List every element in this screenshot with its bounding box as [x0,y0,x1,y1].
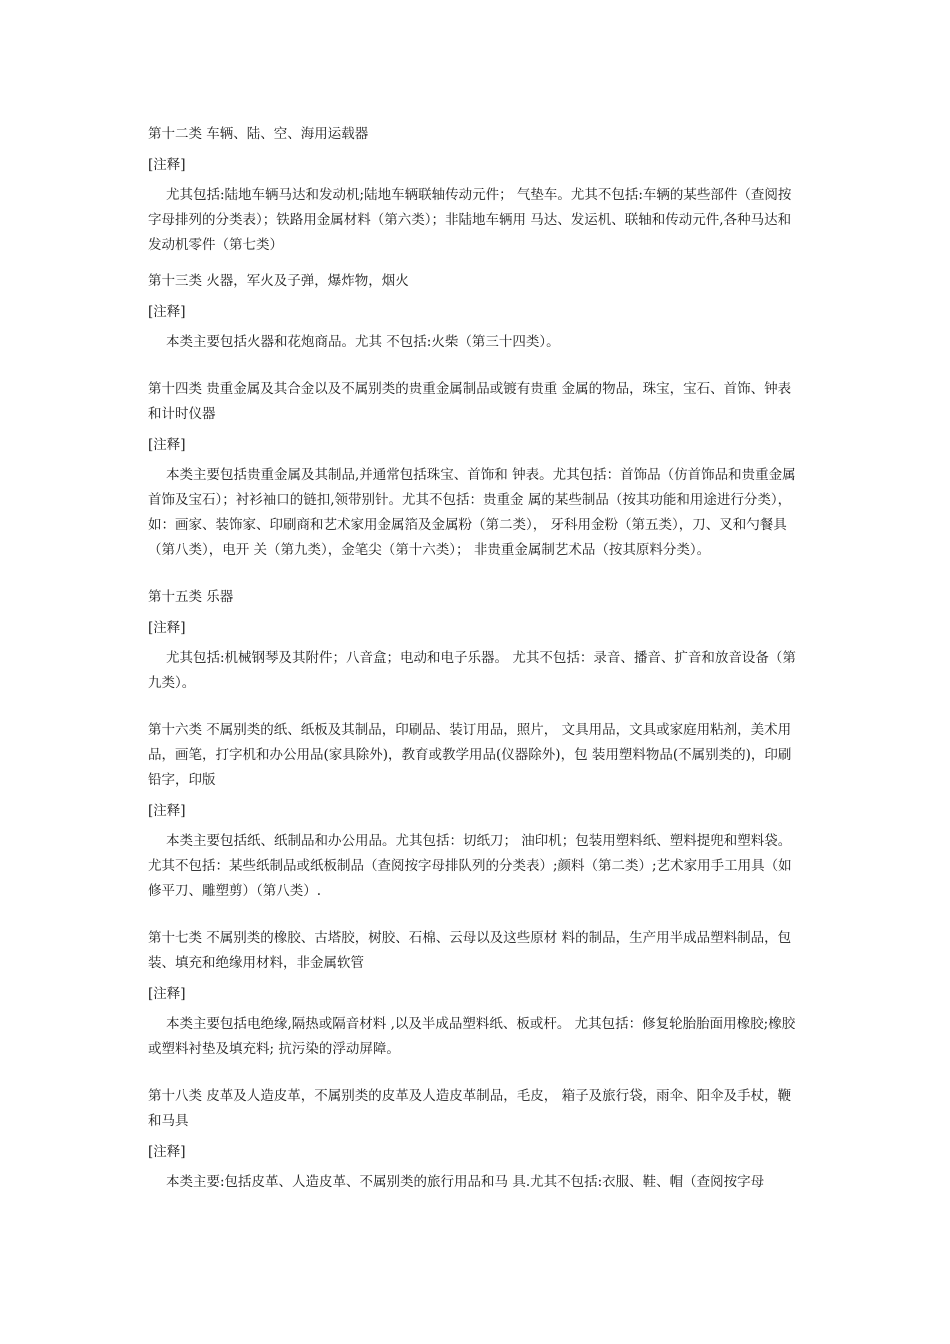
note-body: 本类主要包括纸、纸制品和办公用品。尤其包括：切纸刀； 油印机；包装用塑料纸、塑料提兜和塑料袋。尤其不包括：某些纸制品或纸板制品（查阅按字母排队列的分类表）;颜料（第二类）;艺术家用手工用具（如修平刀、雕塑剪）（第八类）. [148,833,792,899]
section-class-14 [148,377,804,563]
note-label: [注释] [148,620,186,636]
note-label: [注释] [148,986,186,1002]
section-heading: 第十六类 不属别类的纸、纸板及其制品，印刷品、装订用品，照片， 文具用品，文具或家庭用粘剂，美术用品，画笔，打字机和办公用品(家具除外)，教育或教学用品(仪器除外)，包 装用塑料物品(不属别类的)，印刷铅字，印版 [148,722,792,788]
section-class-17 [148,926,804,1062]
section-class-12 [148,122,804,258]
section-heading: 第十三类 火器，军火及子弹，爆炸物，烟火 [148,273,409,289]
note-body: 本类主要:包括皮革、人造皮革、不属别类的旅行用品和马 具.尤其不包括:衣服、鞋、帽（查阅按字母 [166,1174,765,1190]
note-body: 尤其包括:机械钢琴及其附件；八音盒；电动和电子乐器。 尤其不包括：录音、播音、扩音和放音设备（第九类）。 [148,650,796,691]
note-label: [注释] [148,437,186,453]
section-heading: 第十五类 乐器 [148,589,234,605]
section-heading: 第十四类 贵重金属及其合金以及不属别类的贵重金属制品或镀有贵重 金属的物品，珠宝，宝石、首饰、钟表和计时仪器 [148,381,792,422]
note-label: [注释] [148,304,186,320]
section-class-16 [148,718,804,904]
note-label: [注释] [148,1144,186,1160]
document-page [148,122,804,1195]
note-body: 本类主要包括火器和花炮商品。尤其 不包括:火柴（第三十四类）。 [166,334,560,350]
section-class-18 [148,1084,804,1195]
note-body: 本类主要包括贵重金属及其制品,并通常包括珠宝、首饰和 钟表。尤其包括：首饰品（仿首饰品和贵重金属首饰及宝石）；衬衫袖口的链扣,领带别针。尤其不包括：贵重金 属的某些制品（按其功能和用途进行分类），如：画家、装饰家、印刷商和艺术家用金属箔及金属粉（第二类）， 牙科用金粉（第五类），刀、叉和勺餐具（第八类），电开 关（第九类），金笔尖（第十六类）； 非贵重金属制艺术品（按其原料分类）。 [148,467,796,558]
section-heading: 第十八类 皮革及人造皮革，不属别类的皮革及人造皮革制品，毛皮， 箱子及旅行袋，雨伞、阳伞及手杖，鞭和马具 [148,1088,792,1129]
note-body: 本类主要包括电绝缘,隔热或隔音材料 ,以及半成品塑料纸、板或杆。 尤其包括：修复轮胎胎面用橡胶;橡胶或塑料衬垫及填充料; 抗污染的浮动屏障。 [148,1016,796,1057]
note-label: [注释] [148,803,186,819]
section-heading: 第十七类 不属别类的橡胶、古塔胶，树胶、石棉、云母以及这些原材 料的制品，生产用半成品塑料制品，包装、填充和绝缘用材料，非金属软管 [148,930,792,971]
section-class-13 [148,269,804,355]
section-heading: 第十二类 车辆、陆、空、海用运载器 [148,126,369,142]
note-body: 尤其包括:陆地车辆马达和发动机;陆地车辆联轴传动元件； 气垫车。尤其不包括:车辆的某些部件（查阅按字母排列的分类表）；铁路用金属材料（第六类）；非陆地车辆用 马达、发运机、联轴和传动元件,各种马达和发动机零件（第七类） [148,187,792,253]
section-class-15 [148,585,804,696]
note-label: [注释] [148,157,186,173]
